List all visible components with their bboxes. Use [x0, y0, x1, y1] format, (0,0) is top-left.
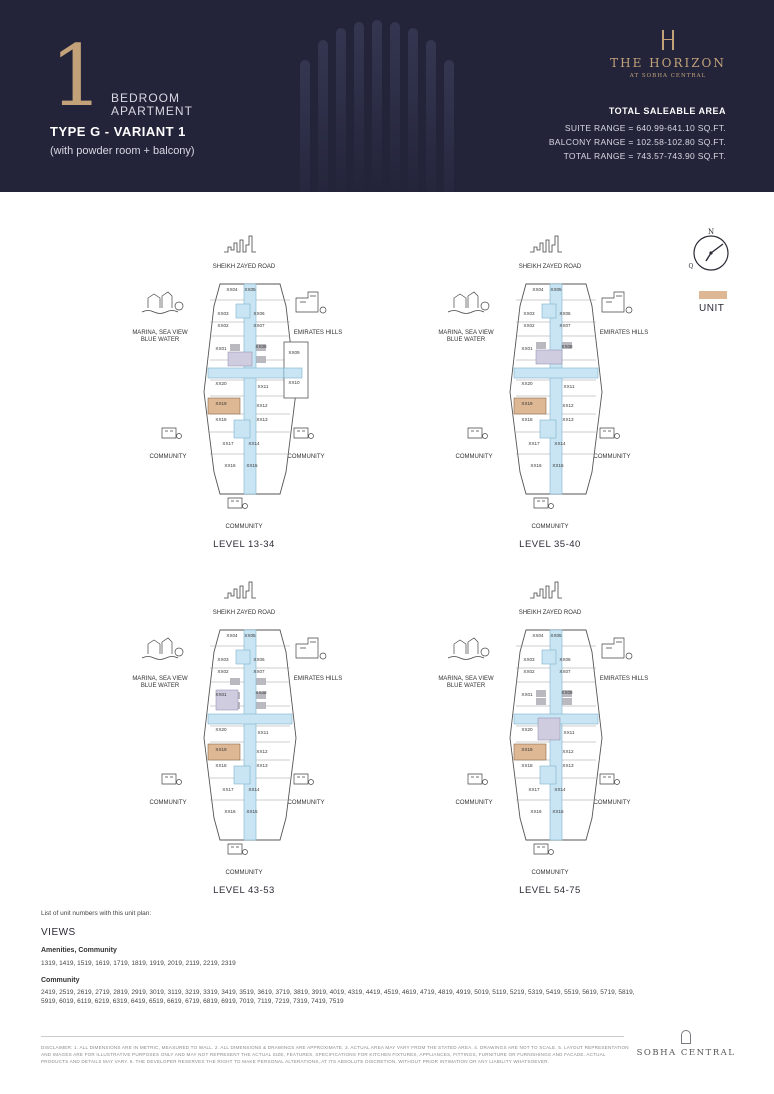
floor-plan-level-54-75 — [430, 578, 670, 898]
unit-code-label: XX02 — [523, 323, 535, 328]
unit-code-label: XX13 — [562, 763, 574, 768]
level-label: LEVEL 35-40 — [519, 539, 581, 550]
core-block — [540, 420, 556, 438]
level-label: LEVEL 13-34 — [213, 539, 275, 550]
community-right-label: COMMUNITY — [593, 454, 631, 460]
service-room — [536, 690, 546, 697]
service-room — [562, 698, 572, 705]
header-banner — [0, 0, 774, 192]
group-title-amenities: Amenities, Community — [41, 947, 117, 954]
unit-code-label: XX16 — [530, 809, 542, 814]
service-room — [256, 678, 266, 685]
plan-drawing — [142, 582, 326, 855]
unit-code-label: XX03 — [523, 311, 535, 316]
plan-svg — [430, 578, 670, 898]
service-room — [230, 678, 240, 685]
core-block — [236, 650, 250, 664]
community-icon — [534, 498, 554, 509]
emirates-hills-label: EMIRATES HILLS — [599, 676, 649, 682]
unit-code-label: XX05 — [550, 287, 562, 292]
community-icon — [468, 774, 488, 785]
unit-code-label: XX12 — [256, 749, 268, 754]
sheikh-zayed-label: SHEIKH ZAYED ROAD — [518, 264, 582, 270]
unit-code-label: XX18 — [215, 763, 227, 768]
skyline-icon — [224, 582, 256, 598]
marina-icon — [448, 292, 489, 314]
marina-label: MARINA, SEA VIEW BLUE WATER — [438, 676, 494, 689]
unit-code-label: XX05 — [244, 633, 256, 638]
community-left-label: COMMUNITY — [149, 454, 187, 460]
unit-code-label: XX01 — [521, 692, 533, 697]
unit-code-label: XX17 — [222, 441, 234, 446]
total-range: TOTAL RANGE = 743.57-743.90 SQ.FT. — [563, 151, 726, 161]
floor-plan-level-35-40 — [430, 232, 670, 552]
floor-plan-level-43-53 — [124, 578, 364, 898]
community-right-label: COMMUNITY — [287, 800, 325, 806]
unit-code-label: XX11 — [257, 384, 269, 389]
emirates-hills-label: EMIRATES HILLS — [599, 330, 649, 336]
marina-icon — [142, 638, 183, 660]
unit-code-label: XX16 — [224, 463, 236, 468]
unit-code-label: XX07 — [253, 669, 265, 674]
unit-code-label: XX06 — [559, 311, 571, 316]
emirates-hills-icon — [602, 292, 632, 313]
core-block — [234, 420, 250, 438]
unit-code-label: XX12 — [562, 749, 574, 754]
unit-code-label: XX17 — [222, 787, 234, 792]
unit-code-label: XX17 — [528, 441, 540, 446]
unit-code-label: XX17 — [528, 787, 540, 792]
level-label: LEVEL 43-53 — [213, 885, 275, 896]
marina-icon — [448, 638, 489, 660]
community-left-label: COMMUNITY — [149, 800, 187, 806]
community-icon — [228, 498, 248, 509]
unit-code-label: XX07 — [253, 323, 265, 328]
horizon-mark-icon — [659, 30, 677, 50]
unit-code-label: XX14 — [554, 441, 566, 446]
community-icon — [162, 774, 182, 785]
community-left-label: COMMUNITY — [455, 800, 493, 806]
community-right-label: COMMUNITY — [287, 454, 325, 460]
skyline-icon — [530, 236, 562, 252]
views-heading: VIEWS — [41, 927, 76, 938]
unit-code-label: XX15 — [552, 463, 564, 468]
plan-svg — [430, 232, 670, 552]
unit-legend-label: UNIT — [699, 303, 725, 314]
unit-code-label: XX06 — [253, 311, 265, 316]
unit-code-label: XX05 — [550, 633, 562, 638]
sheikh-zayed-label: SHEIKH ZAYED ROAD — [212, 610, 276, 616]
unit-code-label: XX16 — [224, 809, 236, 814]
unit-code-label: XX02 — [217, 323, 229, 328]
community-bottom-label: COMMUNITY — [225, 870, 263, 876]
unit-code-label: XX15 — [246, 809, 258, 814]
bedroom-label: BEDROOM APARTMENT — [111, 91, 193, 118]
unit-type-title: TYPE G - VARIANT 1 — [50, 124, 186, 139]
marina-icon — [142, 292, 183, 314]
the-horizon-logo: THE HORIZON AT SOBHA CENTRAL — [606, 30, 730, 79]
community-bottom-label: COMMUNITY — [531, 524, 569, 530]
unit-code-label: XX02 — [523, 669, 535, 674]
unit-code-label: XX12 — [256, 403, 268, 408]
service-room — [230, 344, 240, 351]
compass-icon — [688, 228, 734, 274]
unit-code-label: XX04 — [226, 287, 238, 292]
unit-code-label: XX19 — [215, 747, 227, 752]
core-block — [234, 766, 250, 784]
core-block — [542, 650, 556, 664]
compass-n: N — [707, 228, 715, 236]
unit-list-intro: List of unit numbers with this unit plan: — [41, 910, 152, 917]
sobha-central-logo: SOBHA CENTRAL — [636, 1030, 736, 1058]
emirates-hills-icon — [602, 638, 632, 659]
marina-label: MARINA, SEA VIEW BLUE WATER — [438, 330, 494, 343]
lift-shaft — [228, 352, 252, 366]
community-icon — [600, 774, 620, 785]
unit-code-label: XX11 — [257, 730, 269, 735]
group-title-community: Community — [41, 977, 80, 984]
unit-code-label: XX01 — [215, 346, 227, 351]
floor-plan-level-13-34 — [124, 232, 364, 552]
community-icon — [162, 428, 182, 439]
suite-range: SUITE RANGE = 640.99-641.10 SQ.FT. — [564, 123, 726, 133]
unit-code-label: XX04 — [532, 633, 544, 638]
community-bottom-label: COMMUNITY — [225, 524, 263, 530]
lift-shaft — [536, 350, 562, 364]
unit-code-label: XX03 — [217, 657, 229, 662]
community-icon — [228, 844, 248, 855]
unit-code-label: XX15 — [552, 809, 564, 814]
core-block — [540, 766, 556, 784]
unit-code-label: XX10 — [288, 380, 300, 385]
plan-drawing — [448, 236, 632, 509]
emirates-hills-icon — [296, 638, 326, 659]
unit-code-label: XX04 — [532, 287, 544, 292]
sheikh-zayed-label: SHEIKH ZAYED ROAD — [212, 264, 276, 270]
unit-code-label: XX14 — [554, 787, 566, 792]
unit-code-label: XX19 — [521, 401, 533, 406]
unit-code-label: XX20 — [215, 381, 227, 386]
service-room — [536, 698, 546, 705]
community-icon — [534, 844, 554, 855]
unit-code-label: XX20 — [521, 727, 533, 732]
balcony-range: BALCONY RANGE = 102.58-102.80 SQ.FT. — [548, 137, 726, 147]
unit-code-label: XX01 — [215, 692, 227, 697]
sheikh-zayed-label: SHEIKH ZAYED ROAD — [518, 610, 582, 616]
unit-code-label: XX08 — [255, 344, 267, 349]
community-icon — [600, 428, 620, 439]
unit-code-label: XX08 — [561, 690, 573, 695]
core-corridor — [514, 368, 598, 378]
unit-code-label: XX07 — [559, 323, 571, 328]
marina-label: MARINA, SEA VIEW BLUE WATER — [132, 676, 188, 689]
unit-code-label: XX04 — [226, 633, 238, 638]
unit-code-label: XX19 — [521, 747, 533, 752]
unit-code-label: XX01 — [521, 346, 533, 351]
unit-code-label: XX07 — [559, 669, 571, 674]
unit-code-label: XX20 — [215, 727, 227, 732]
core-block — [236, 304, 250, 318]
unit-code-label: XX16 — [530, 463, 542, 468]
unit-code-label: XX19 — [215, 401, 227, 406]
group-units-amenities: 1319, 1419, 1519, 1619, 1719, 1819, 1919, 2019, 2119, 2219, 2319 — [41, 960, 236, 967]
sobha-mark-icon — [681, 1030, 691, 1044]
unit-code-label: XX08 — [561, 344, 573, 349]
unit-color-swatch — [699, 291, 727, 299]
unit-code-label: XX14 — [248, 787, 260, 792]
unit-code-label: XX11 — [563, 730, 575, 735]
unit-code-label: XX13 — [256, 763, 268, 768]
community-bottom-label: COMMUNITY — [531, 870, 569, 876]
emirates-hills-icon — [296, 292, 326, 313]
unit-code-label: XX15 — [246, 463, 258, 468]
plan-drawing — [448, 582, 632, 855]
core-corridor — [208, 368, 292, 378]
community-icon — [468, 428, 488, 439]
core-corridor — [208, 714, 292, 724]
bedroom-count: 1 — [50, 27, 104, 125]
unit-code-label: XX14 — [248, 441, 260, 446]
footer-divider — [41, 1036, 624, 1037]
unit-code-label: XX12 — [562, 403, 574, 408]
community-icon — [294, 428, 314, 439]
unit-code-label: XX02 — [217, 669, 229, 674]
unit-code-label: XX03 — [217, 311, 229, 316]
plan-svg — [124, 232, 364, 552]
core-block — [542, 304, 556, 318]
unit-code-label: XX18 — [521, 763, 533, 768]
community-left-label: COMMUNITY — [455, 454, 493, 460]
service-room — [256, 356, 266, 363]
unit-code-label: XX11 — [563, 384, 575, 389]
unit-code-label: XX13 — [256, 417, 268, 422]
compass-q: Q — [688, 263, 694, 270]
unit-code-label: XX18 — [215, 417, 227, 422]
marina-label: MARINA, SEA VIEW BLUE WATER — [132, 330, 188, 343]
saleable-area — [549, 106, 726, 163]
community-icon — [294, 774, 314, 785]
unit-code-label: XX08 — [255, 690, 267, 695]
skyline-icon — [530, 582, 562, 598]
lift-shaft — [538, 718, 560, 740]
plan-svg — [124, 578, 364, 898]
disclaimer: DISCLAIMER: 1. ALL DIMENSIONS ARE IN METRIC, MEASURED TO WALL. 2. ALL DIMENSIONS & DRAWINGS ARE APPROXIMATE. 3. ACTUAL AREA MAY VARY FROM THE STATED AREA. 4. DRAWINGS ARE NOT TO SCALE. 5. LAYOUT REPRESENTATION AND IMAGES ARE FOR ILLUSTRATIVE PURPOSES ONLY AND MAY NOT REPRESENT THE ACTUAL SIZE, FEATURES, SPECIFICATIONS FOR KITCHEN FIXTURES, APPLIANCES, FITTINGS, FURNITURE OR FURNISHINGS AND FACADE. ACTUAL PRODUCTS AND DETAILS MAY VARY. 6. THE DEVELOPER RESERVES THE RIGHT TO MAKE PERSONAL ALTERATIONS, AT ITS ABSOLUTE DISCRETION, WITHOUT PRIOR INTIMATION OR ANY LIABILITY WHATSOEVER. — [41, 1045, 629, 1064]
service-room — [536, 342, 546, 349]
skyline-icon — [224, 236, 256, 252]
unit-code-label: XX18 — [521, 417, 533, 422]
unit-code-label: XX06 — [559, 657, 571, 662]
unit-code-label: XX20 — [521, 381, 533, 386]
unit-code-label: XX05 — [244, 287, 256, 292]
area-title: TOTAL SALEABLE AREA — [608, 106, 726, 116]
plan-drawing — [142, 236, 326, 509]
unit-code-label: XX09 — [288, 350, 300, 355]
level-label: LEVEL 54-75 — [519, 885, 581, 896]
emirates-hills-label: EMIRATES HILLS — [293, 676, 343, 682]
unit-code-label: XX03 — [523, 657, 535, 662]
group-units-community: 2419, 2519, 2619, 2719, 2819, 2919, 3019, 3119, 3219, 3319, 3419, 3519, 3619, 3719, 3819, 3919, 4019, 4319, 4419, 4519, 4619, 4719, 4819, 4919, 5019, 5119, 5219, 5319, 5419, 5519, 5619, 5719, 5819, 5919, 6019, 6119, 6219, 6319, 6419, 6519, 6619, 6719, 6819, 6919, 7019, 7119, 7219, 7319, 7419, 7519 — [41, 989, 635, 1005]
community-right-label: COMMUNITY — [593, 800, 631, 806]
core-corridor — [284, 368, 302, 378]
unit-code-label: XX06 — [253, 657, 265, 662]
service-room — [256, 702, 266, 709]
unit-type-subtitle: (with powder room + balcony) — [50, 145, 195, 157]
emirates-hills-label: EMIRATES HILLS — [293, 330, 343, 336]
unit-code-label: XX13 — [562, 417, 574, 422]
